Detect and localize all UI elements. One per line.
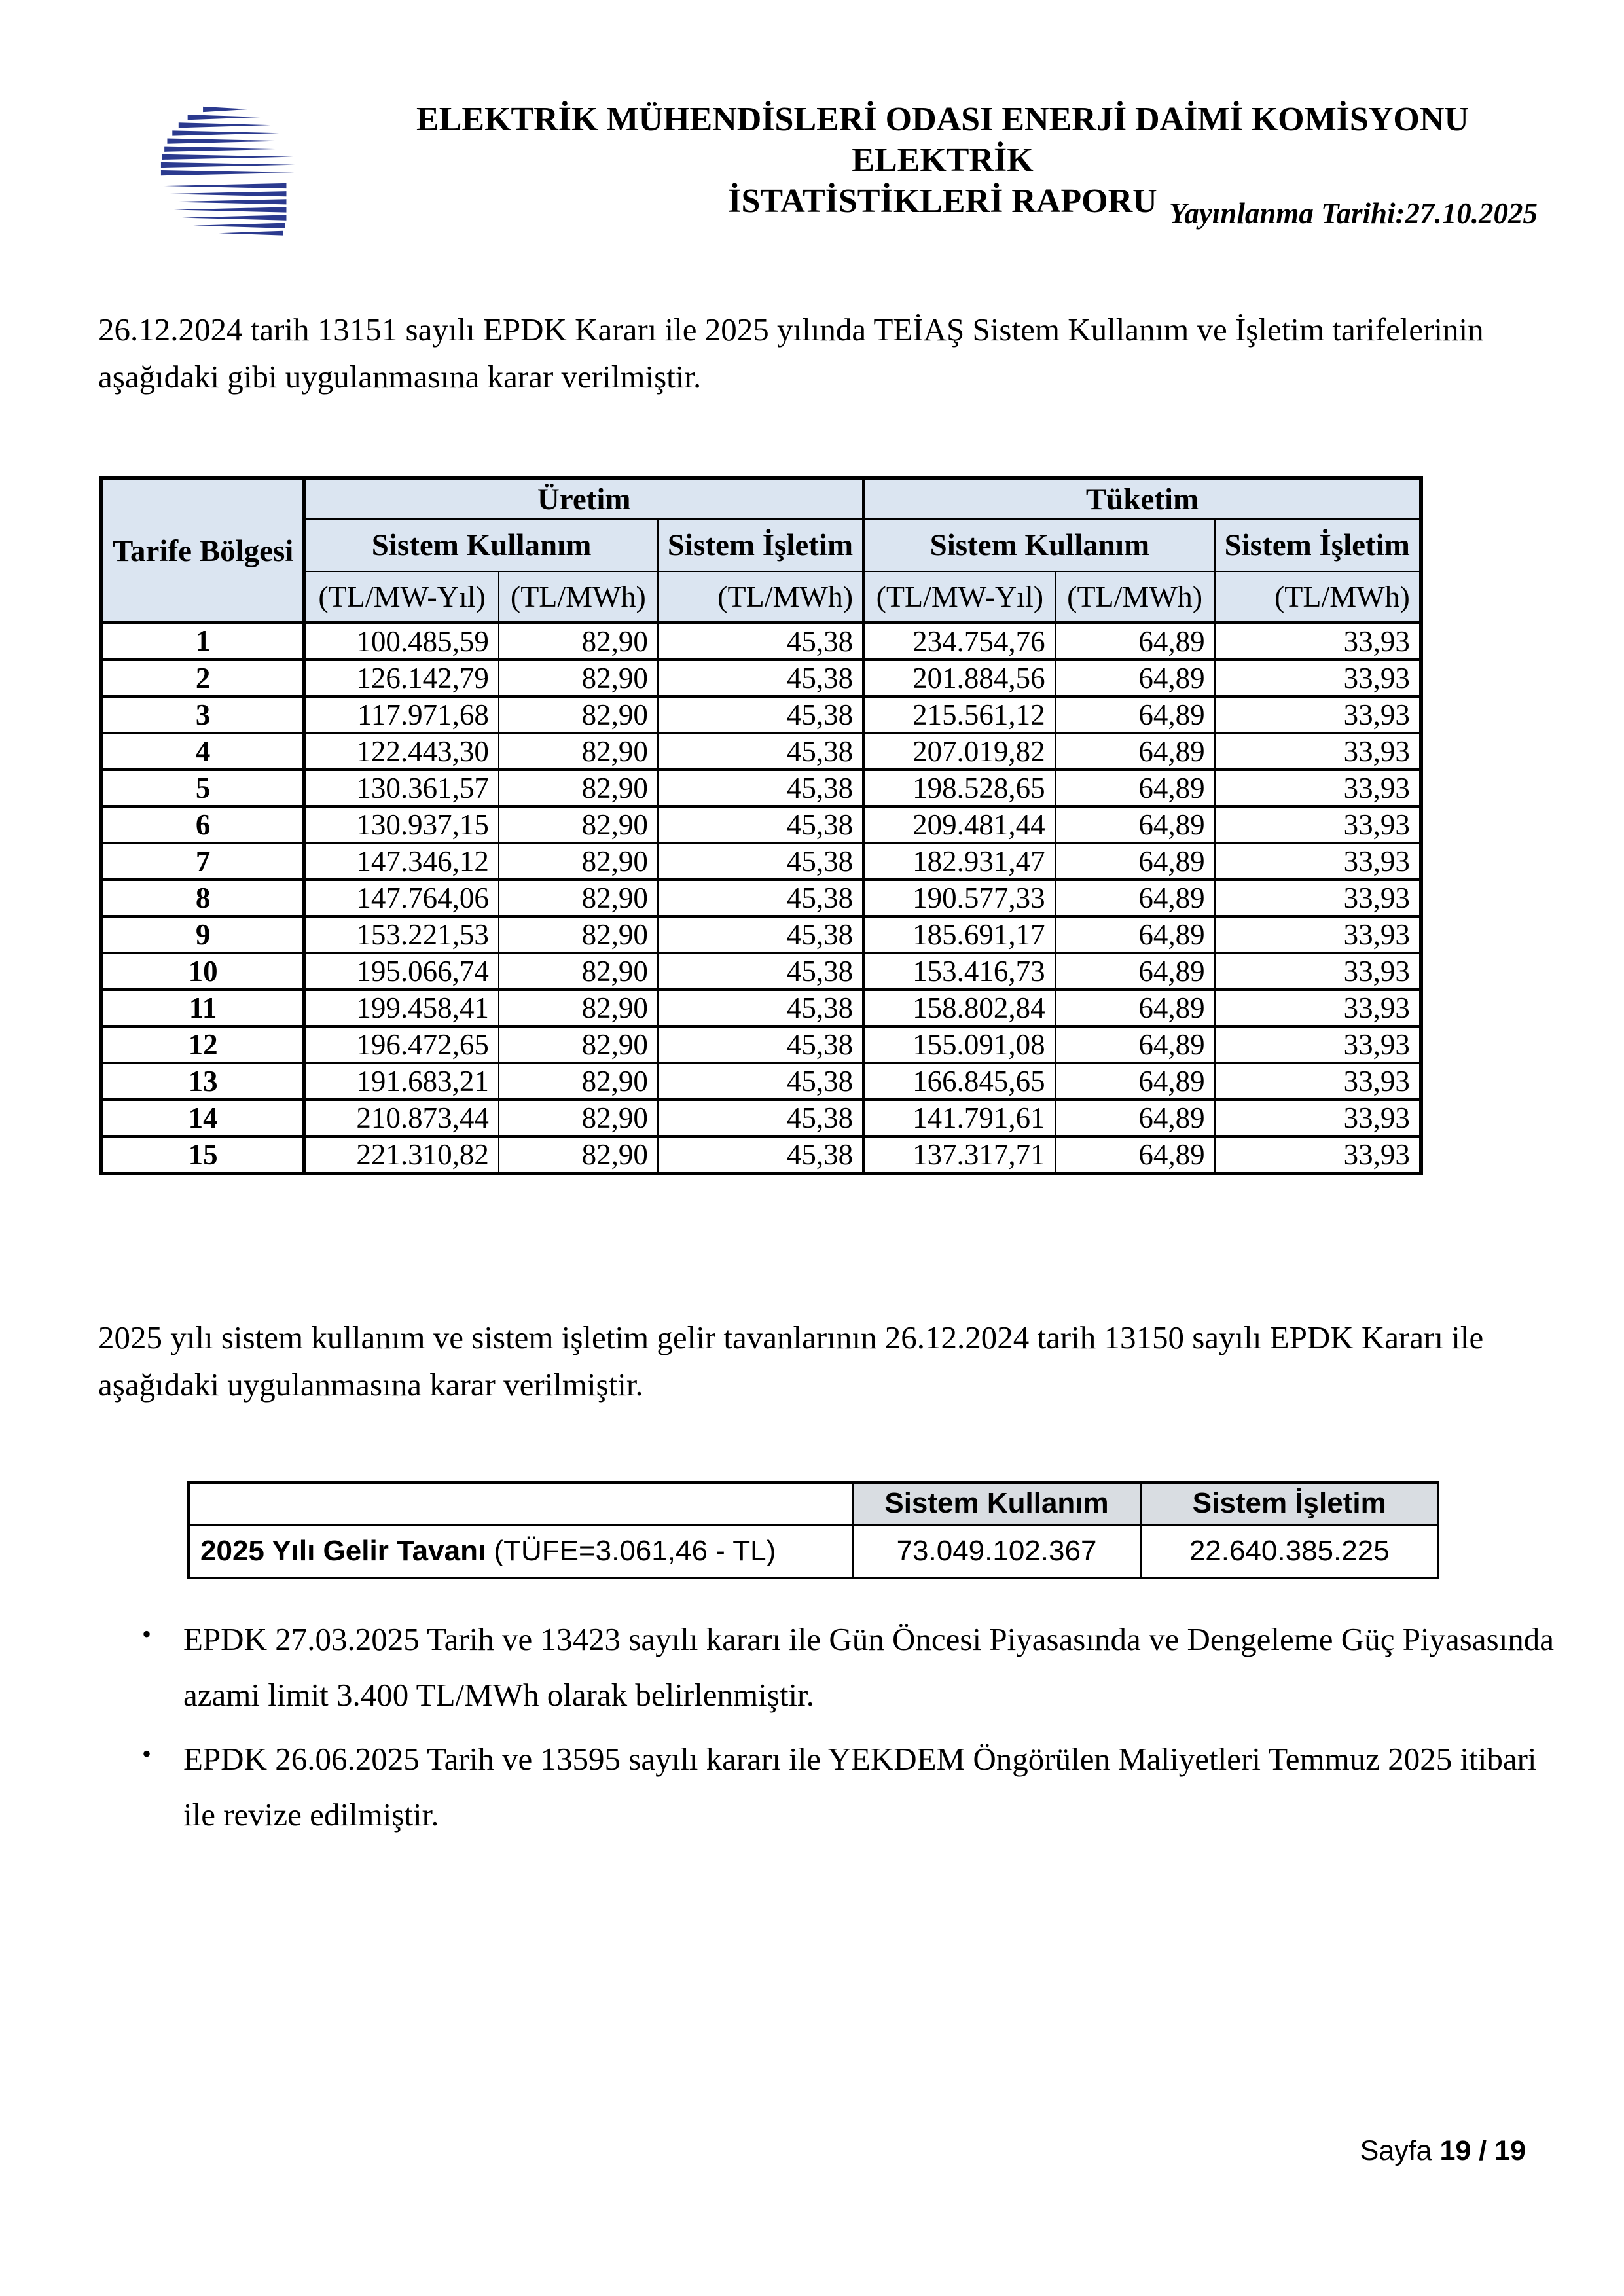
revenue-cap-table <box>187 1481 1439 1579</box>
bullet-text: EPDK 26.06.2025 Tarih ve 13595 sayılı kararı ile YEKDEM Öngörülen Maliyetleri Temmuz 2025 itibari ile revize edilmiştir. <box>183 1741 1537 1833</box>
cell-uretim-kullanim-yil: 130.937,15 <box>304 806 499 843</box>
bullet-marker: • <box>142 1739 152 1768</box>
cell-uretim-kullanim-yil: 100.485,59 <box>304 622 499 660</box>
cell-tuketim-kullanim-yil: 207.019,82 <box>864 733 1055 770</box>
cell-uretim-kullanim-yil: 210.873,44 <box>304 1100 499 1136</box>
cell-tuketim-kullanim-mwh: 64,89 <box>1055 1100 1215 1136</box>
unit-tuketim-kullanim-yil: (TL/MW-Yıl) <box>864 571 1055 622</box>
revenue-header-empty-cell <box>189 1482 852 1524</box>
cell-uretim-kullanim-yil: 199.458,41 <box>304 990 499 1026</box>
cell-tuketim-kullanim-mwh: 64,89 <box>1055 880 1215 916</box>
cell-tuketim-isletim-mwh: 33,93 <box>1215 770 1421 806</box>
cell-uretim-isletim-mwh: 45,38 <box>658 880 864 916</box>
cell-uretim-isletim-mwh: 45,38 <box>658 990 864 1026</box>
cell-uretim-kullanim-mwh: 82,90 <box>499 806 658 843</box>
cell-uretim-kullanim-mwh: 82,90 <box>499 696 658 733</box>
cell-tuketim-kullanim-yil: 209.481,44 <box>864 806 1055 843</box>
cell-tuketim-kullanim-yil: 185.691,17 <box>864 916 1055 953</box>
revenue-paragraph: 2025 yılı sistem kullanım ve sistem işletim gelir tavanlarının 26.12.2024 tarih 13150 sayılı EPDK Kararı ile aşağıdaki uygulanmasına karar verilmiştir. <box>98 1319 1484 1403</box>
intro-paragraph: 26.12.2024 tarih 13151 sayılı EPDK Kararı ile 2025 yılında TEİAŞ Sistem Kullanım ve İşletim tarifelerinin aşağıdaki gibi uygulanmasına karar verilmiştir. <box>98 312 1484 395</box>
cell-uretim-kullanim-yil: 122.443,30 <box>304 733 499 770</box>
group-header-uretim: Üretim <box>304 478 864 519</box>
cell-tuketim-isletim-mwh: 33,93 <box>1215 1026 1421 1063</box>
cell-tuketim-kullanim-mwh: 64,89 <box>1055 953 1215 990</box>
cell-tuketim-kullanim-yil: 190.577,33 <box>864 880 1055 916</box>
cell-region: 11 <box>101 990 304 1026</box>
cell-uretim-isletim-mwh: 45,38 <box>658 770 864 806</box>
cell-uretim-kullanim-mwh: 82,90 <box>499 660 658 696</box>
cell-tuketim-isletim-mwh: 33,93 <box>1215 1063 1421 1100</box>
cell-tuketim-kullanim-yil: 215.561,12 <box>864 696 1055 733</box>
cell-tuketim-kullanim-mwh: 64,89 <box>1055 806 1215 843</box>
cell-region: 2 <box>101 660 304 696</box>
cell-region: 6 <box>101 806 304 843</box>
tariff-row <box>101 696 1421 733</box>
cell-tuketim-isletim-mwh: 33,93 <box>1215 806 1421 843</box>
cell-uretim-kullanim-mwh: 82,90 <box>499 770 658 806</box>
cell-tuketim-kullanim-yil: 153.416,73 <box>864 953 1055 990</box>
subheader-uretim-sistem-isletim: Sistem İşletim <box>658 519 864 571</box>
cell-tuketim-isletim-mwh: 33,93 <box>1215 660 1421 696</box>
cell-uretim-kullanim-yil: 147.764,06 <box>304 880 499 916</box>
cell-tuketim-kullanim-mwh: 64,89 <box>1055 660 1215 696</box>
cell-tuketim-kullanim-yil: 182.931,47 <box>864 843 1055 880</box>
cell-uretim-kullanim-mwh: 82,90 <box>499 733 658 770</box>
cell-tuketim-isletim-mwh: 33,93 <box>1215 880 1421 916</box>
cell-tuketim-kullanim-mwh: 64,89 <box>1055 1136 1215 1174</box>
cell-uretim-kullanim-mwh: 82,90 <box>499 990 658 1026</box>
cell-uretim-kullanim-mwh: 82,90 <box>499 622 658 660</box>
cell-tuketim-isletim-mwh: 33,93 <box>1215 916 1421 953</box>
revenue-table-data-row <box>189 1524 1438 1578</box>
tariff-row <box>101 1063 1421 1100</box>
tariff-row <box>101 1136 1421 1174</box>
cell-tuketim-kullanim-yil: 198.528,65 <box>864 770 1055 806</box>
cell-uretim-isletim-mwh: 45,38 <box>658 1100 864 1136</box>
cell-tuketim-isletim-mwh: 33,93 <box>1215 990 1421 1026</box>
cell-uretim-isletim-mwh: 45,38 <box>658 1026 864 1063</box>
cell-tuketim-isletim-mwh: 33,93 <box>1215 1100 1421 1136</box>
unit-tuketim-isletim-mwh: (TL/MWh) <box>1215 571 1421 622</box>
cell-region: 4 <box>101 733 304 770</box>
cell-uretim-kullanim-mwh: 82,90 <box>499 953 658 990</box>
cell-tuketim-kullanim-mwh: 64,89 <box>1055 843 1215 880</box>
cell-region: 10 <box>101 953 304 990</box>
revenue-header-sistem-isletim: Sistem İşletim <box>1141 1482 1438 1524</box>
tariff-row <box>101 916 1421 953</box>
cell-region: 7 <box>101 843 304 880</box>
revenue-row-label <box>189 1524 852 1578</box>
cell-uretim-kullanim-yil: 196.472,65 <box>304 1026 499 1063</box>
cell-uretim-kullanim-mwh: 82,90 <box>499 1026 658 1063</box>
unit-tuketim-kullanim-mwh: (TL/MWh) <box>1055 571 1215 622</box>
cell-uretim-isletim-mwh: 45,38 <box>658 916 864 953</box>
cell-tuketim-kullanim-yil: 141.791,61 <box>864 1100 1055 1136</box>
subheader-uretim-sistem-kullanim: Sistem Kullanım <box>304 519 658 571</box>
cell-region: 1 <box>101 622 304 660</box>
cell-tuketim-kullanim-mwh: 64,89 <box>1055 990 1215 1026</box>
cell-uretim-kullanim-yil: 126.142,79 <box>304 660 499 696</box>
tariff-row <box>101 770 1421 806</box>
cell-region: 12 <box>101 1026 304 1063</box>
cell-uretim-kullanim-mwh: 82,90 <box>499 1063 658 1100</box>
cell-region: 14 <box>101 1100 304 1136</box>
cell-uretim-isletim-mwh: 45,38 <box>658 1136 864 1174</box>
cell-uretim-isletim-mwh: 45,38 <box>658 622 864 660</box>
cell-tuketim-kullanim-yil: 137.317,71 <box>864 1136 1055 1174</box>
revenue-row-label-rest: (TÜFE=3.061,46 - TL) <box>486 1534 776 1567</box>
cell-region: 13 <box>101 1063 304 1100</box>
cell-uretim-kullanim-mwh: 82,90 <box>499 1136 658 1174</box>
cell-uretim-kullanim-mwh: 82,90 <box>499 1100 658 1136</box>
cell-tuketim-kullanim-yil: 234.754,76 <box>864 622 1055 660</box>
cell-tuketim-isletim-mwh: 33,93 <box>1215 953 1421 990</box>
cell-uretim-kullanim-yil: 191.683,21 <box>304 1063 499 1100</box>
cell-tuketim-kullanim-yil: 155.091,08 <box>864 1026 1055 1063</box>
cell-tuketim-kullanim-yil: 201.884,56 <box>864 660 1055 696</box>
report-title-line1: ELEKTRİK MÜHENDİSLERİ ODASI ENERJİ DAİMİ KOMİSYONU ELEKTRİK <box>416 101 1469 179</box>
cell-uretim-isletim-mwh: 45,38 <box>658 696 864 733</box>
cell-tuketim-kullanim-mwh: 64,89 <box>1055 1063 1215 1100</box>
cell-tuketim-kullanim-mwh: 64,89 <box>1055 696 1215 733</box>
cell-tuketim-isletim-mwh: 33,93 <box>1215 1136 1421 1174</box>
cell-tuketim-kullanim-mwh: 64,89 <box>1055 770 1215 806</box>
cell-uretim-isletim-mwh: 45,38 <box>658 806 864 843</box>
cell-uretim-isletim-mwh: 45,38 <box>658 1063 864 1100</box>
cell-uretim-kullanim-yil: 153.221,53 <box>304 916 499 953</box>
tariff-row <box>101 953 1421 990</box>
page-footer <box>1360 2135 1526 2167</box>
tariff-row <box>101 1026 1421 1063</box>
bullet-item-epdk-13595 <box>142 1731 1569 1843</box>
cell-tuketim-kullanim-mwh: 64,89 <box>1055 916 1215 953</box>
revenue-row-label-bold: 2025 Yılı Gelir Tavanı <box>200 1534 486 1567</box>
tariff-row <box>101 843 1421 880</box>
tariff-header-groups <box>101 478 1421 519</box>
revenue-kullanim-value: 73.049.102.367 <box>852 1524 1141 1578</box>
cell-tuketim-kullanim-mwh: 64,89 <box>1055 733 1215 770</box>
tariff-table <box>99 476 1423 1175</box>
tariff-row <box>101 806 1421 843</box>
revenue-isletim-value: 22.640.385.225 <box>1141 1524 1438 1578</box>
cell-tuketim-kullanim-mwh: 64,89 <box>1055 622 1215 660</box>
cell-tuketim-kullanim-yil: 158.802,84 <box>864 990 1055 1026</box>
cell-uretim-kullanim-mwh: 82,90 <box>499 916 658 953</box>
tariff-row <box>101 660 1421 696</box>
unit-uretim-kullanim-mwh: (TL/MWh) <box>499 571 658 622</box>
bullet-text: EPDK 27.03.2025 Tarih ve 13423 sayılı kararı ile Gün Öncesi Piyasasında ve Dengeleme Güç Piyasasında azami limit 3.400 TL/MWh olarak belirlenmiştir. <box>183 1621 1555 1713</box>
cell-tuketim-isletim-mwh: 33,93 <box>1215 622 1421 660</box>
cell-uretim-kullanim-yil: 221.310,82 <box>304 1136 499 1174</box>
tariff-row <box>101 1100 1421 1136</box>
cell-tuketim-isletim-mwh: 33,93 <box>1215 843 1421 880</box>
cell-region: 5 <box>101 770 304 806</box>
striped-globe-logo-graphic <box>148 88 301 253</box>
bullet-item-epdk-13423 <box>142 1611 1569 1723</box>
cell-tuketim-isletim-mwh: 33,93 <box>1215 733 1421 770</box>
cell-uretim-isletim-mwh: 45,38 <box>658 660 864 696</box>
subheader-tuketim-sistem-kullanim: Sistem Kullanım <box>864 519 1215 571</box>
publish-date: Yayınlanma Tarihi:27.10.2025 <box>1168 197 1538 230</box>
tariff-table-body <box>101 622 1421 1174</box>
revenue-header-sistem-kullanim: Sistem Kullanım <box>852 1482 1141 1524</box>
cell-tuketim-kullanim-mwh: 64,89 <box>1055 1026 1215 1063</box>
tariff-row <box>101 622 1421 660</box>
cell-uretim-isletim-mwh: 45,38 <box>658 733 864 770</box>
footer-page-number: 19 / 19 <box>1439 2135 1526 2166</box>
cell-region: 8 <box>101 880 304 916</box>
unit-uretim-isletim-mwh: (TL/MWh) <box>658 571 864 622</box>
group-header-tuketim: Tüketim <box>864 478 1421 519</box>
bullet-marker: • <box>142 1619 152 1649</box>
cell-uretim-kullanim-yil: 117.971,68 <box>304 696 499 733</box>
cell-uretim-isletim-mwh: 45,38 <box>658 843 864 880</box>
footer-prefix: Sayfa <box>1360 2135 1440 2166</box>
cell-region: 3 <box>101 696 304 733</box>
revenue-table-header-row <box>189 1482 1438 1524</box>
col-header-tarife-bolgesi: Tarife Bölgesi <box>101 478 304 622</box>
cell-uretim-kullanim-yil: 195.066,74 <box>304 953 499 990</box>
tariff-row <box>101 733 1421 770</box>
cell-tuketim-isletim-mwh: 33,93 <box>1215 696 1421 733</box>
tariff-row <box>101 990 1421 1026</box>
cell-uretim-kullanim-yil: 130.361,57 <box>304 770 499 806</box>
cell-tuketim-kullanim-yil: 166.845,65 <box>864 1063 1055 1100</box>
cell-uretim-isletim-mwh: 45,38 <box>658 953 864 990</box>
report-logo <box>148 88 301 253</box>
cell-uretim-kullanim-mwh: 82,90 <box>499 843 658 880</box>
report-title-line2: İSTATİSTİKLERİ RAPORU <box>728 182 1157 220</box>
cell-region: 9 <box>101 916 304 953</box>
unit-uretim-kullanim-yil: (TL/MW-Yıl) <box>304 571 499 622</box>
subheader-tuketim-sistem-isletim: Sistem İşletim <box>1215 519 1421 571</box>
cell-uretim-kullanim-yil: 147.346,12 <box>304 843 499 880</box>
cell-uretim-kullanim-mwh: 82,90 <box>499 880 658 916</box>
cell-region: 15 <box>101 1136 304 1174</box>
tariff-row <box>101 880 1421 916</box>
